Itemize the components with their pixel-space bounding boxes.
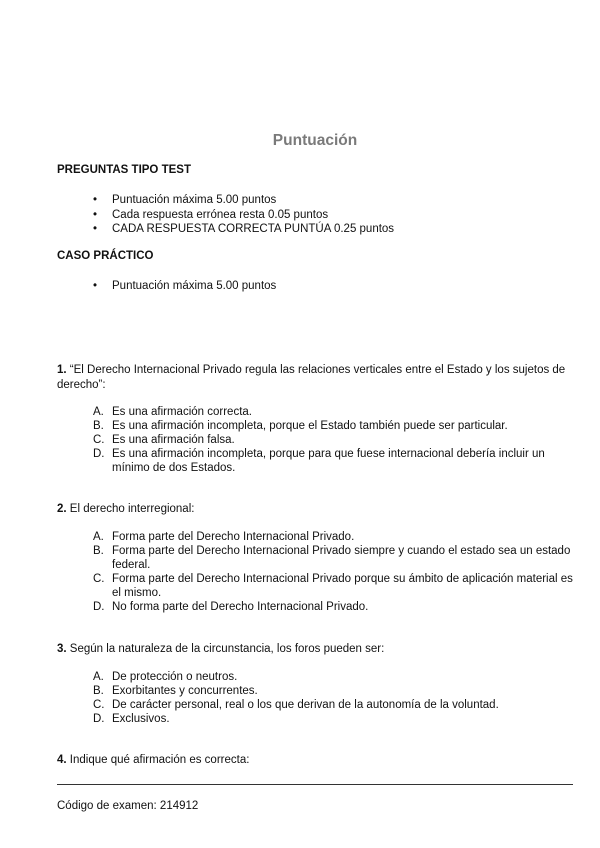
option-c: [57, 698, 577, 712]
option-letter: B.: [93, 420, 104, 432]
list-item: • CADA RESPUESTA CORRECTA PUNTÚA 0.25 puntos: [57, 222, 394, 237]
question-3: [57, 642, 577, 657]
question-2: [57, 502, 577, 517]
option-b: [57, 544, 577, 572]
question-number: 2.: [57, 503, 67, 515]
option-text: Forma parte del Derecho Internacional Privado porque su ámbito de aplicación material es el mismo.: [112, 573, 573, 599]
question-number: 4.: [57, 754, 67, 766]
question-1: [57, 363, 577, 392]
option-letter: B.: [93, 685, 104, 697]
question-2-options: [57, 530, 577, 614]
question-text: “El Derecho Internacional Privado regula las relaciones verticales entre el Estado y los sujetos de derecho”:: [57, 364, 566, 391]
option-b: [57, 684, 577, 698]
option-letter: A.: [93, 671, 104, 683]
option-letter: A.: [93, 531, 104, 543]
option-a: [57, 405, 577, 419]
option-text: Exclusivos.: [112, 713, 170, 725]
option-text: No forma parte del Derecho Internacional Privado.: [112, 601, 369, 613]
option-text: De protección o neutros.: [112, 671, 238, 683]
option-d: [57, 447, 577, 475]
question-4: [57, 753, 577, 768]
test-scoring-list: [57, 193, 394, 237]
question-1-options: [57, 405, 577, 475]
option-b: [57, 419, 577, 433]
question-text: El derecho interregional:: [69, 503, 195, 515]
question-number: 3.: [57, 643, 67, 655]
option-text: Exorbitantes y concurrentes.: [112, 685, 258, 697]
page-title: Puntuación: [272, 132, 358, 149]
section-heading-caso-practico: CASO PRÁCTICO: [57, 250, 154, 262]
option-text: Es una afirmación falsa.: [112, 434, 235, 446]
list-item: • Puntuación máxima 5.00 puntos: [57, 193, 394, 208]
option-letter: D.: [93, 713, 105, 725]
option-text: Es una afirmación correcta.: [112, 406, 252, 418]
option-letter: C.: [93, 434, 105, 446]
option-letter: D.: [93, 601, 105, 613]
option-text: Forma parte del Derecho Internacional Privado siempre y cuando el estado sea un estado federal.: [112, 545, 571, 571]
option-text: Forma parte del Derecho Internacional Privado.: [112, 531, 355, 543]
question-text: Según la naturaleza de la circunstancia, los foros pueden ser:: [69, 643, 385, 655]
exam-code: Código de examen: 214912: [57, 800, 199, 812]
option-letter: C.: [93, 699, 105, 711]
list-item: • Puntuación máxima 5.00 puntos: [57, 279, 276, 294]
question-3-options: [57, 670, 577, 726]
option-letter: A.: [93, 406, 104, 418]
option-text: Es una afirmación incompleta, porque el Estado también puede ser particular.: [112, 420, 508, 432]
option-d: [57, 712, 577, 726]
section-heading-test: PREGUNTAS TIPO TEST: [57, 164, 191, 176]
option-c: [57, 433, 577, 447]
list-item: • Cada respuesta errónea resta 0.05 puntos: [57, 208, 394, 223]
option-letter: D.: [93, 448, 105, 460]
option-a: [57, 670, 577, 684]
option-d: [57, 600, 577, 614]
caso-practico-scoring-list: [57, 279, 276, 294]
option-letter: B.: [93, 545, 104, 557]
option-c: [57, 572, 577, 600]
option-text: Es una afirmación incompleta, porque para que fuese internacional debería incluir un mínimo de dos Estados.: [112, 448, 545, 474]
question-text: Indique qué afirmación es correcta:: [69, 754, 250, 766]
option-a: [57, 530, 577, 544]
question-number: 1.: [57, 364, 67, 376]
footer-divider: [57, 784, 573, 785]
option-letter: C.: [93, 573, 105, 585]
option-text: De carácter personal, real o los que derivan de la autonomía de la voluntad.: [112, 699, 499, 711]
